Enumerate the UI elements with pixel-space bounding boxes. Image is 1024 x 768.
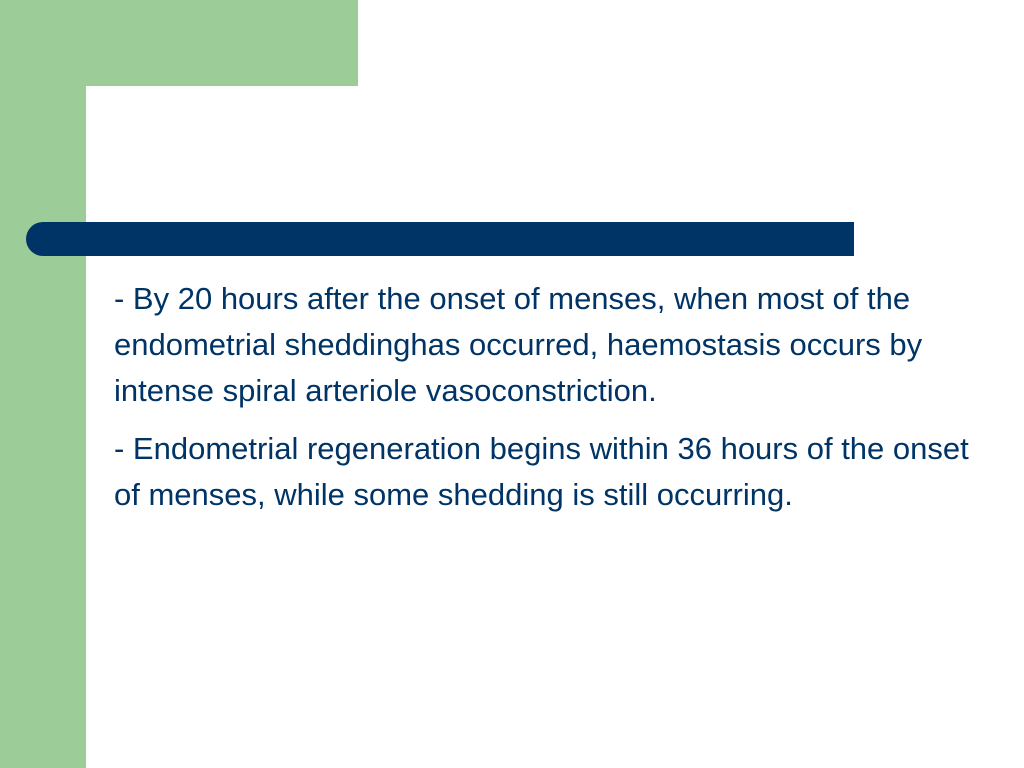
bullet-list [114,276,984,530]
title-bar [26,222,854,256]
bullet-item-2: - Endometrial regeneration begins within 36 hours of the onset of menses, while some shedding is still occurring. [114,431,969,512]
bullet-item-1: - By 20 hours after the onset of menses, when most of the endometrial sheddinghas occurred, haemostasis occurs by intense spiral arteriole vasoconstriction. [114,281,923,408]
left-green-strip [0,0,86,768]
top-green-block [0,0,358,86]
rounded-white-corner [86,86,166,166]
